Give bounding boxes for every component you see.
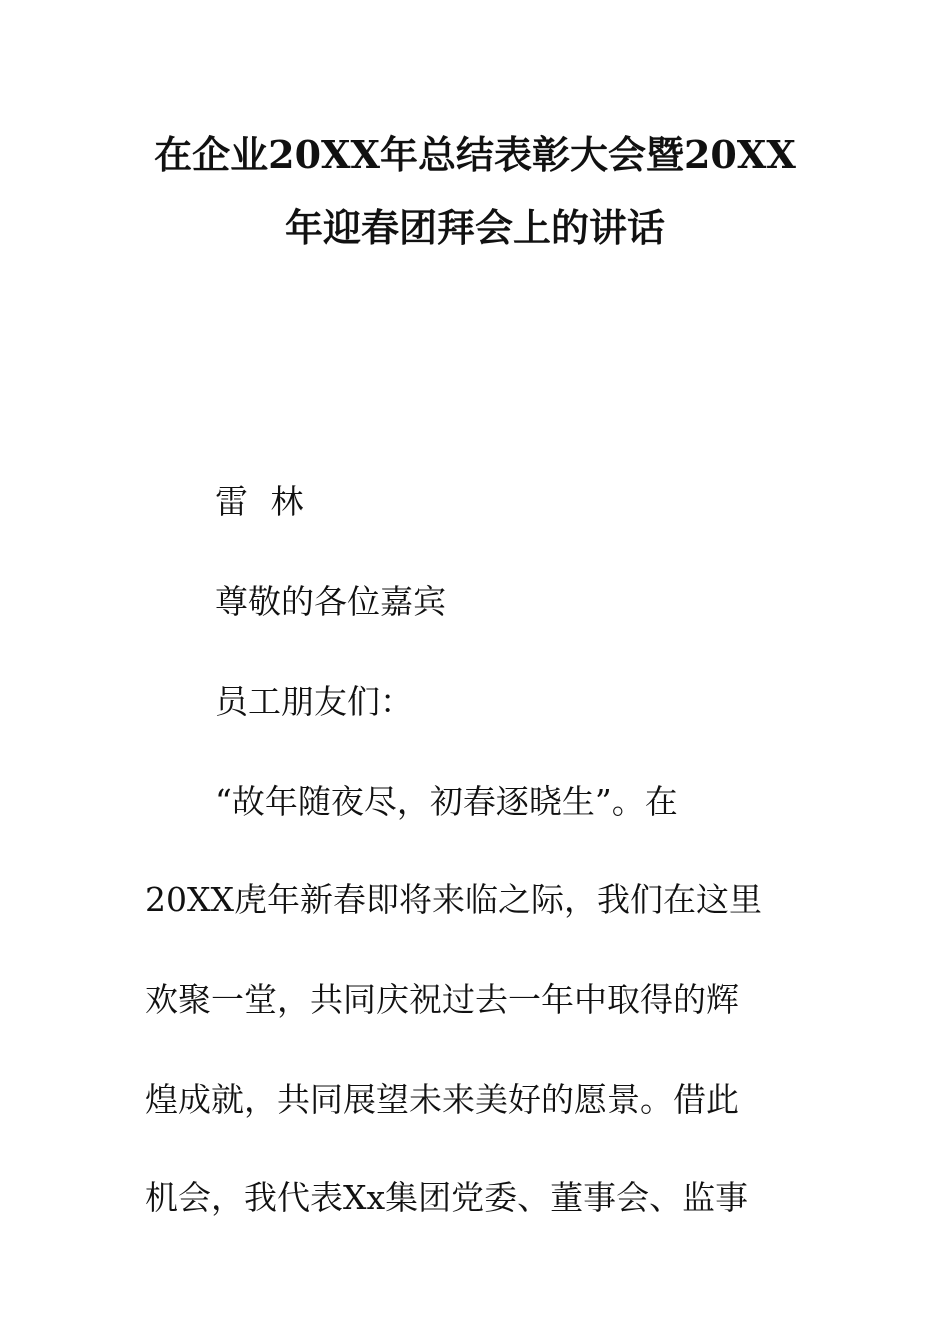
document-title-line-1: 在企业20XX年总结表彰大会暨20XX xyxy=(154,132,796,177)
body-line-4: 煌成就，共同展望未来美好的愿景。借此 xyxy=(145,1080,739,1119)
salutation-line-2: 员工朋友们： xyxy=(215,682,413,721)
document-title-line-2: 年迎春团拜会上的讲话 xyxy=(284,205,665,250)
body-line-2: 20XX虎年新春即将来临之际，我们在这里 xyxy=(145,880,762,919)
body-line-3: 欢聚一堂，共同庆祝过去一年中取得的辉 xyxy=(145,980,739,1019)
body-line-1: “故年随夜尽，初春逐晓生”。在 xyxy=(215,782,678,821)
body-line-5: 机会，我代表Xx集团党委、董事会、监事 xyxy=(145,1178,749,1217)
author-name: 雷 林 xyxy=(215,482,310,521)
salutation-line-1: 尊敬的各位嘉宾 xyxy=(215,582,446,621)
